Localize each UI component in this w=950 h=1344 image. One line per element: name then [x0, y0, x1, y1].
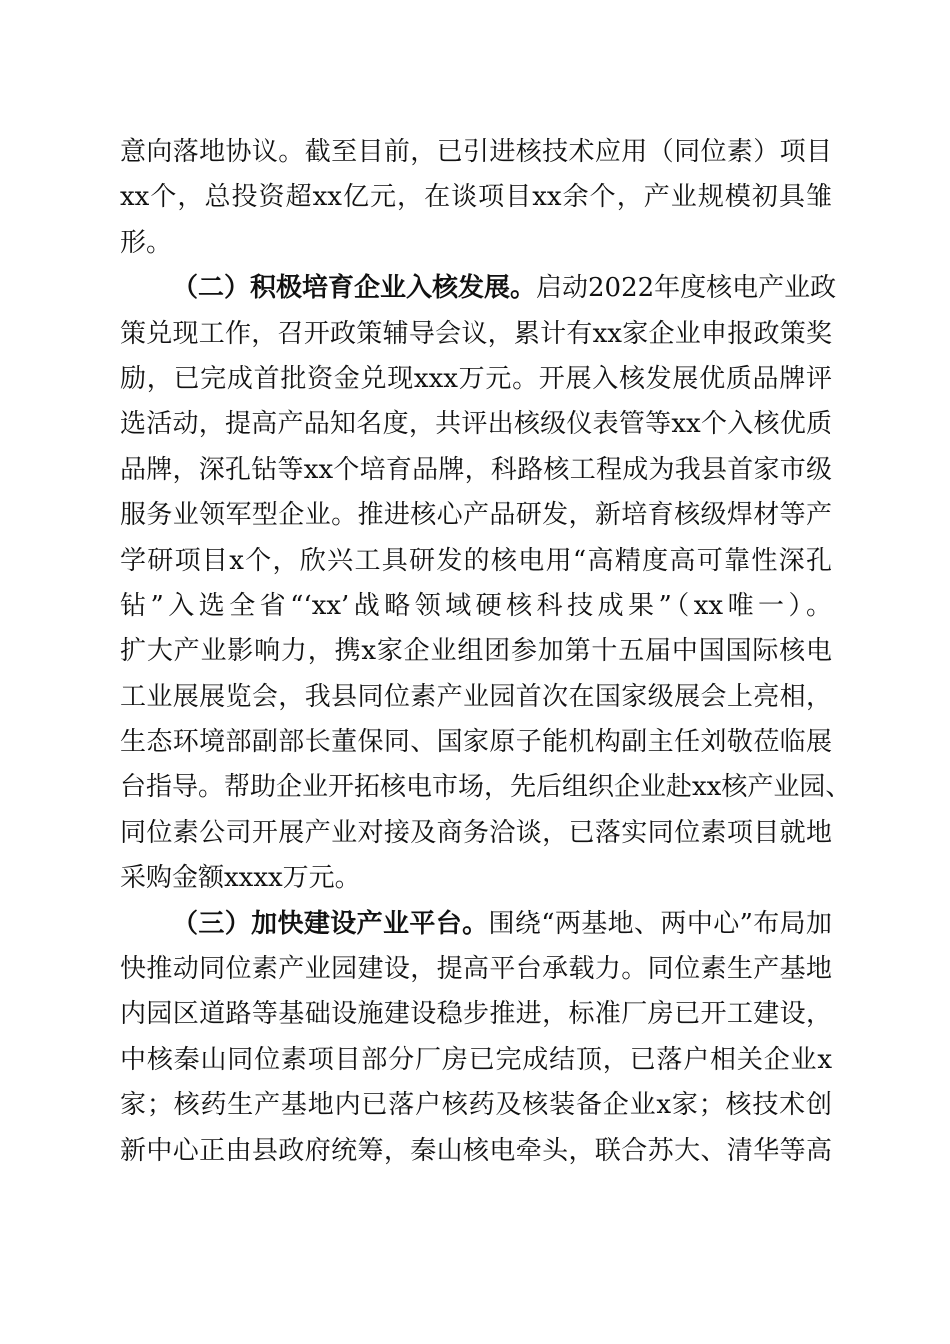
text-line: 励，已完成首批资金兑现xxx万元。开展入核发展优质品牌评 [120, 363, 832, 394]
body-text [120, 130, 852, 1174]
text-line: 内园区道路等基础设施建设稳步推进，标准厂房已开工建设， [120, 999, 832, 1030]
text-run: 围绕“两基地、两中心”布局加 [488, 908, 832, 939]
paragraph-2 [120, 266, 852, 901]
text-line: 工业展展览会，我县同位素产业园首次在国家级展会上亮相， [120, 681, 832, 712]
section-heading: （三）加快建设产业平台。 [172, 908, 489, 939]
text-line: 选活动，提高产品知名度，共评出核级仪表管等xx个入核优质 [120, 409, 832, 440]
text-line: 家；核药生产基地内已落户核药及核装备企业x家；核技术创 [120, 1090, 832, 1121]
text-line: 扩大产业影响力，携x家企业组团参加第十五届中国国际核电 [120, 636, 832, 667]
text-line: 生态环境部副部长董保同、国家原子能机构副主任刘敬莅临展 [120, 727, 832, 758]
paragraph-1 [120, 130, 832, 266]
paragraph-first-line [120, 902, 832, 947]
text-line: 意向落地协议。截至目前，已引进核技术应用（同位素）项目 [120, 137, 832, 167]
paragraph-3 [120, 902, 832, 1174]
text-line: 钻”入选全省“‘xx’战略领域硬核科技成果”（xx唯一）。 [120, 590, 832, 621]
text-line: 采购金额xxxx万元。 [120, 863, 361, 894]
text-line: 服务业领军型企业。推进核心产品研发，新培育核级焊材等产 [120, 500, 832, 531]
text-line: 学研项目x个，欣兴工具研发的核电用“高精度高可靠性深孔 [120, 545, 832, 576]
section-heading: （二）积极培育企业入核发展。 [172, 273, 537, 304]
text-run: 启动2022年度核电产业政 [536, 273, 837, 304]
text-line: 快推动同位素产业园建设，提高平台承载力。同位素生产基地 [120, 954, 832, 985]
paragraph-first-line [120, 266, 837, 311]
text-line: 中核秦山同位素项目部分厂房已完成结顶，已落户相关企业x [120, 1044, 832, 1075]
text-line: xx个，总投资超xx亿元，在谈项目xx余个，产业规模初具雏 [120, 182, 832, 213]
text-line: 台指导。帮助企业开拓核电市场，先后组织企业赴xx核产业园、 [120, 772, 852, 803]
text-line: 形。 [120, 227, 173, 258]
text-line: 同位素公司开展产业对接及商务洽谈，已落实同位素项目就地 [120, 817, 832, 848]
text-line: 策兑现工作，召开政策辅导会议，累计有xx家企业申报政策奖 [120, 318, 832, 349]
text-line: 品牌，深孔钻等xx个培育品牌，科路核工程成为我县首家市级 [120, 454, 832, 485]
text-line: 新中心正由县政府统筹，秦山核电牵头，联合苏大、清华等高 [120, 1135, 832, 1166]
